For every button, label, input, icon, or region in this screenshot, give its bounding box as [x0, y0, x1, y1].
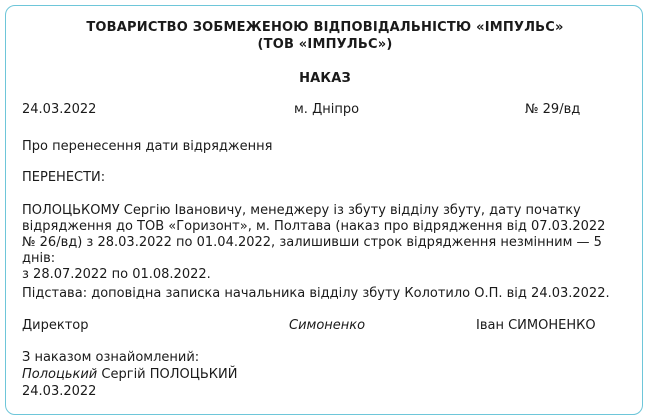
order-number: № 29/вд: [525, 102, 581, 117]
order-body-line: з 28.07.2022 по 01.08.2022.: [22, 267, 211, 282]
order-subject: Про перенесення дати відрядження: [22, 139, 273, 154]
employee-signature: Полоцький: [22, 367, 98, 382]
director-signature: Симоненко: [289, 318, 366, 333]
acknowledgement-label: З наказом ознайомлений:: [22, 350, 200, 365]
order-title: НАКАЗ: [299, 71, 351, 86]
order-directive: ПЕРЕНЕСТИ:: [22, 170, 106, 185]
order-basis: Підстава: доповідна записка начальника відділу збуту Колотило О.П. від 24.03.2022.: [22, 286, 610, 301]
order-date: 24.03.2022: [22, 102, 97, 117]
order-body-line: № 26/вд) з 28.03.2022 по 01.04.2022, залишивши строк відрядження незмінним — 5 днів:: [22, 235, 602, 266]
order-city: м. Дніпро: [294, 102, 360, 117]
company-name: ТОВАРИСТВО ЗОБМЕЖЕНОЮ ВІДПОВІДАЛЬНІСТЮ «ІМПУЛЬС»: [86, 20, 564, 35]
company-short-name: (ТОВ «ІМПУЛЬС»): [257, 37, 393, 52]
order-body: [22, 203, 612, 283]
signatory-name: Іван СИМОНЕНКО: [476, 318, 596, 333]
signatory-position: Директор: [22, 318, 89, 333]
employee-name: Сергій ПОЛОЦЬКИЙ: [101, 367, 238, 382]
order-body-line: відрядження до ТОВ «Горизонт», м. Полтава (наказ про відрядження від 07.03.2022: [22, 219, 606, 234]
order-body-line: ПОЛОЦЬКОМУ Сергію Івановичу, менеджеру із збуту відділу збуту, дату початку: [22, 203, 581, 218]
acknowledgement-signer: [22, 367, 237, 383]
acknowledgement-date: 24.03.2022: [22, 384, 97, 399]
